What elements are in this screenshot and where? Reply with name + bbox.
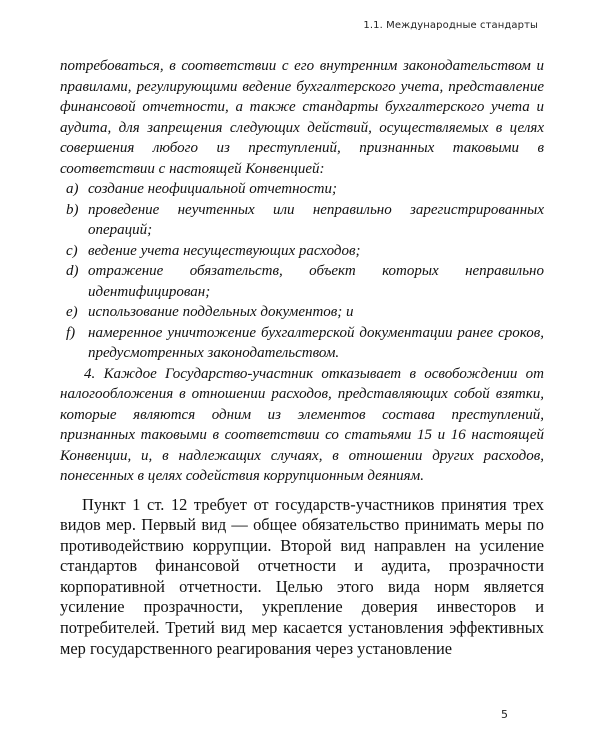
running-header: 1.1. Международные стандарты <box>363 20 538 31</box>
convention-quote <box>60 56 544 487</box>
page-number: 5 <box>501 708 508 721</box>
list-item-text: проведение неучтенных или неправильно зарегистрированных операций; <box>88 201 544 238</box>
page-content <box>60 56 544 659</box>
list-item <box>60 179 544 200</box>
quote-intro-paragraph: потребоваться, в соответствии с его внутренним законодательством и правилами, регулирующими ведение бухгалтерского учета, представление финансовой отчетности, а также стандарты бухгалтерского учета и аудита, для запрещения следующих действий, осуществляемых в целях совершения любого из преступлений, признанных таковыми в соответствии с настоящей Конвенцией: <box>60 58 544 177</box>
list-item-marker: a) <box>66 181 79 197</box>
list-item-marker: b) <box>66 201 79 218</box>
list-item-marker: e) <box>66 304 78 320</box>
list-item-text: использование поддельных документов; и <box>88 304 354 320</box>
quote-paragraph-4: 4. Каждое Государство-участник отказывает в освобождении от налогообложения в отношении расходов, представляющих собой взятки, которые являются одним из элементов состава преступлений, признанных таковыми в соответствии со статьями 15 и 16 настоящей Конвенции, и, в надлежащих случаях, в отношении других расходов, понесенных в целях содействия коррупционным деяниям. <box>60 365 544 484</box>
list-item <box>60 200 544 241</box>
list-item-marker: d) <box>66 263 79 279</box>
list-item-text: создание неофициальной отчетности; <box>88 181 337 197</box>
list-item-text: ведение учета несуществующих расходов; <box>88 242 361 259</box>
list-item-text: намеренное уничтожение бухгалтерской документации ранее сроков, предусмотренных законодательством. <box>88 324 544 361</box>
list-item <box>60 302 544 323</box>
list-item-marker: f) <box>66 324 76 341</box>
prohibited-actions-list <box>60 179 544 364</box>
list-item-text: отражение обязательств, объект которых неправильно идентифицирован; <box>88 263 544 300</box>
list-item <box>60 261 544 302</box>
body-paragraph: Пункт 1 ст. 12 требует от государств-участников принятия трех видов мер. Первый вид — общее обязательство принимать меры по противодействию коррупции. Второй вид направлен на усиление стандартов финансовой отчетности и аудита, прозрачности корпоративной отчетности. Целью этого вида норм является усиление прозрачности, укрепление доверия инвесторов и потребителей. Третий вид мер касается установления эффективных мер государственного реагирования через установление <box>60 494 544 658</box>
list-item-marker: c) <box>66 242 78 259</box>
list-item <box>60 241 544 262</box>
list-item <box>60 323 544 364</box>
